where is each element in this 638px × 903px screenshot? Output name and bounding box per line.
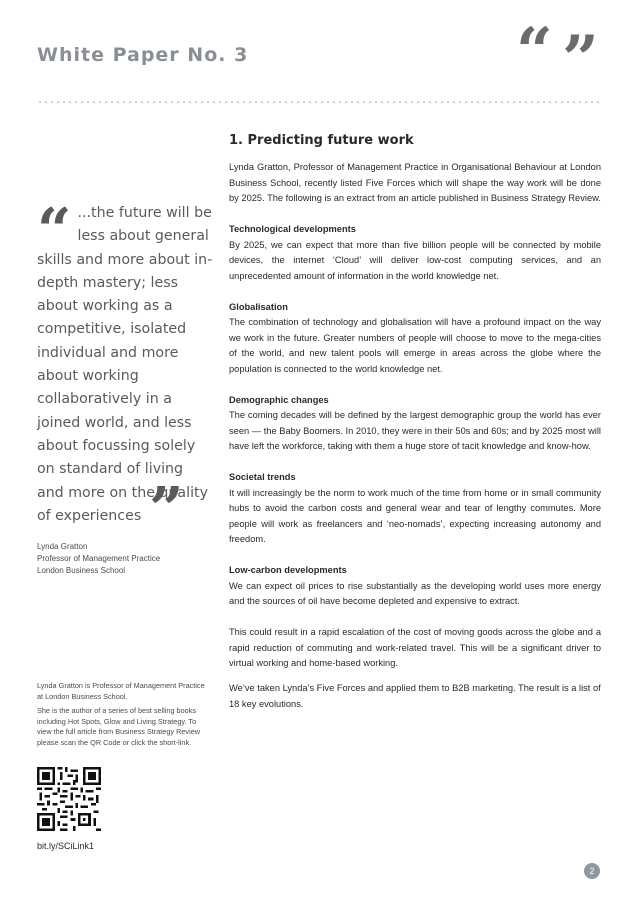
- bio-paragraph: She is the author of a series of best selling books including Hot Spots, Glow and Living Strategy. To view the full article from Business Strategy Review please scan the QR Code or click the short-link.: [37, 706, 201, 747]
- author-credit: [37, 541, 160, 577]
- force-text: By 2025, we can expect that more than five billion people will be connected by mobile devices, the internet ‘Cloud’ will deliver low-cost computing services, and an unprecedented amount of information in the world knowledge net.: [229, 239, 601, 281]
- force-text: It will increasingly be the norm to work much of the time from home or in small community hubs to avoid the carbon costs and general wear and tear of lengthy commutes. More people will work as freelancers and ‘neo-nomads’, expecting increasing autonomy and freedom.: [229, 487, 601, 544]
- body-paragraph: This could result in a rapid escalation of the cost of moving goods across the globe and a rapid reduction of commuting and work-related travel. This will be a significant driver to virtual working and home-based working.: [229, 627, 601, 668]
- close-quote-icon: ”: [149, 475, 184, 545]
- quote-open-mark: “: [516, 14, 553, 89]
- closing-paragraph: We’ve taken Lynda’s Five Forces and applied them to B2B marketing. The result is a list of 18 key evolutions.: [229, 683, 601, 709]
- section-title: 1. Predicting future work: [229, 133, 414, 148]
- dotted-divider: [37, 101, 601, 103]
- pull-quote: [37, 196, 213, 545]
- intro-paragraph: Lynda Gratton, Professor of Management Practice in Organisational Behaviour at London Business School, recently listed Five Forces which will shape the way work will be done by 2025. The following is an extract from an article published in Business Strategy Review.: [229, 162, 601, 203]
- header-title: White Paper No. 3: [37, 44, 249, 66]
- author-name: Lynda Gratton: [37, 542, 88, 551]
- author-role: Professor of Management Practice: [37, 554, 161, 563]
- page-number-badge: 2: [584, 863, 600, 879]
- force-text: The combination of technology and globalisation will have a profound impact on the way we work in the future. Greater numbers of people will choose to move to the mega-cities of the world, and new talent pools will emerge in areas across the globe where the population is connected to the world knowledge net.: [229, 317, 601, 374]
- force-text: We can expect oil prices to rise substantially as the developing world uses more energy and the sources of oil have become depleted and expensive to extract.: [229, 580, 601, 606]
- qr-code[interactable]: [37, 767, 101, 831]
- force-heading: Demographic changes: [229, 394, 329, 405]
- article-body: [229, 160, 601, 687]
- author-bio: [37, 681, 207, 753]
- open-quote-icon: “: [37, 196, 72, 266]
- force-heading: Societal trends: [229, 472, 296, 482]
- force-heading: Low-carbon developments: [229, 565, 347, 575]
- short-link[interactable]: bit.ly/SCiLink1: [37, 841, 95, 851]
- closing-section: [229, 681, 601, 712]
- force-heading: Technological developments: [229, 224, 356, 234]
- bio-paragraph: Lynda Gratton is Professor of Management Practice at London Business School.: [37, 681, 205, 701]
- author-org: London Business School: [37, 566, 126, 575]
- quote-close-mark: ”: [562, 22, 599, 97]
- force-text: The coming decades will be defined by the largest demographic group the world has ever seen — the Baby Boomers. In 2010, they were in their 50s and 60s; and by 2025 most will have left the workforce, taking with them a huge store of tacit knowledge and know-how.: [229, 410, 601, 451]
- pull-quote-text: ...the future will be less about general skills and more about in-depth mastery; less about working as a competitive, isolated individual and more about working collaboratively in a joined world, and less about focussing solely on standard of living and more on the quality of experiences: [37, 205, 213, 524]
- force-heading: Globalisation: [229, 301, 288, 312]
